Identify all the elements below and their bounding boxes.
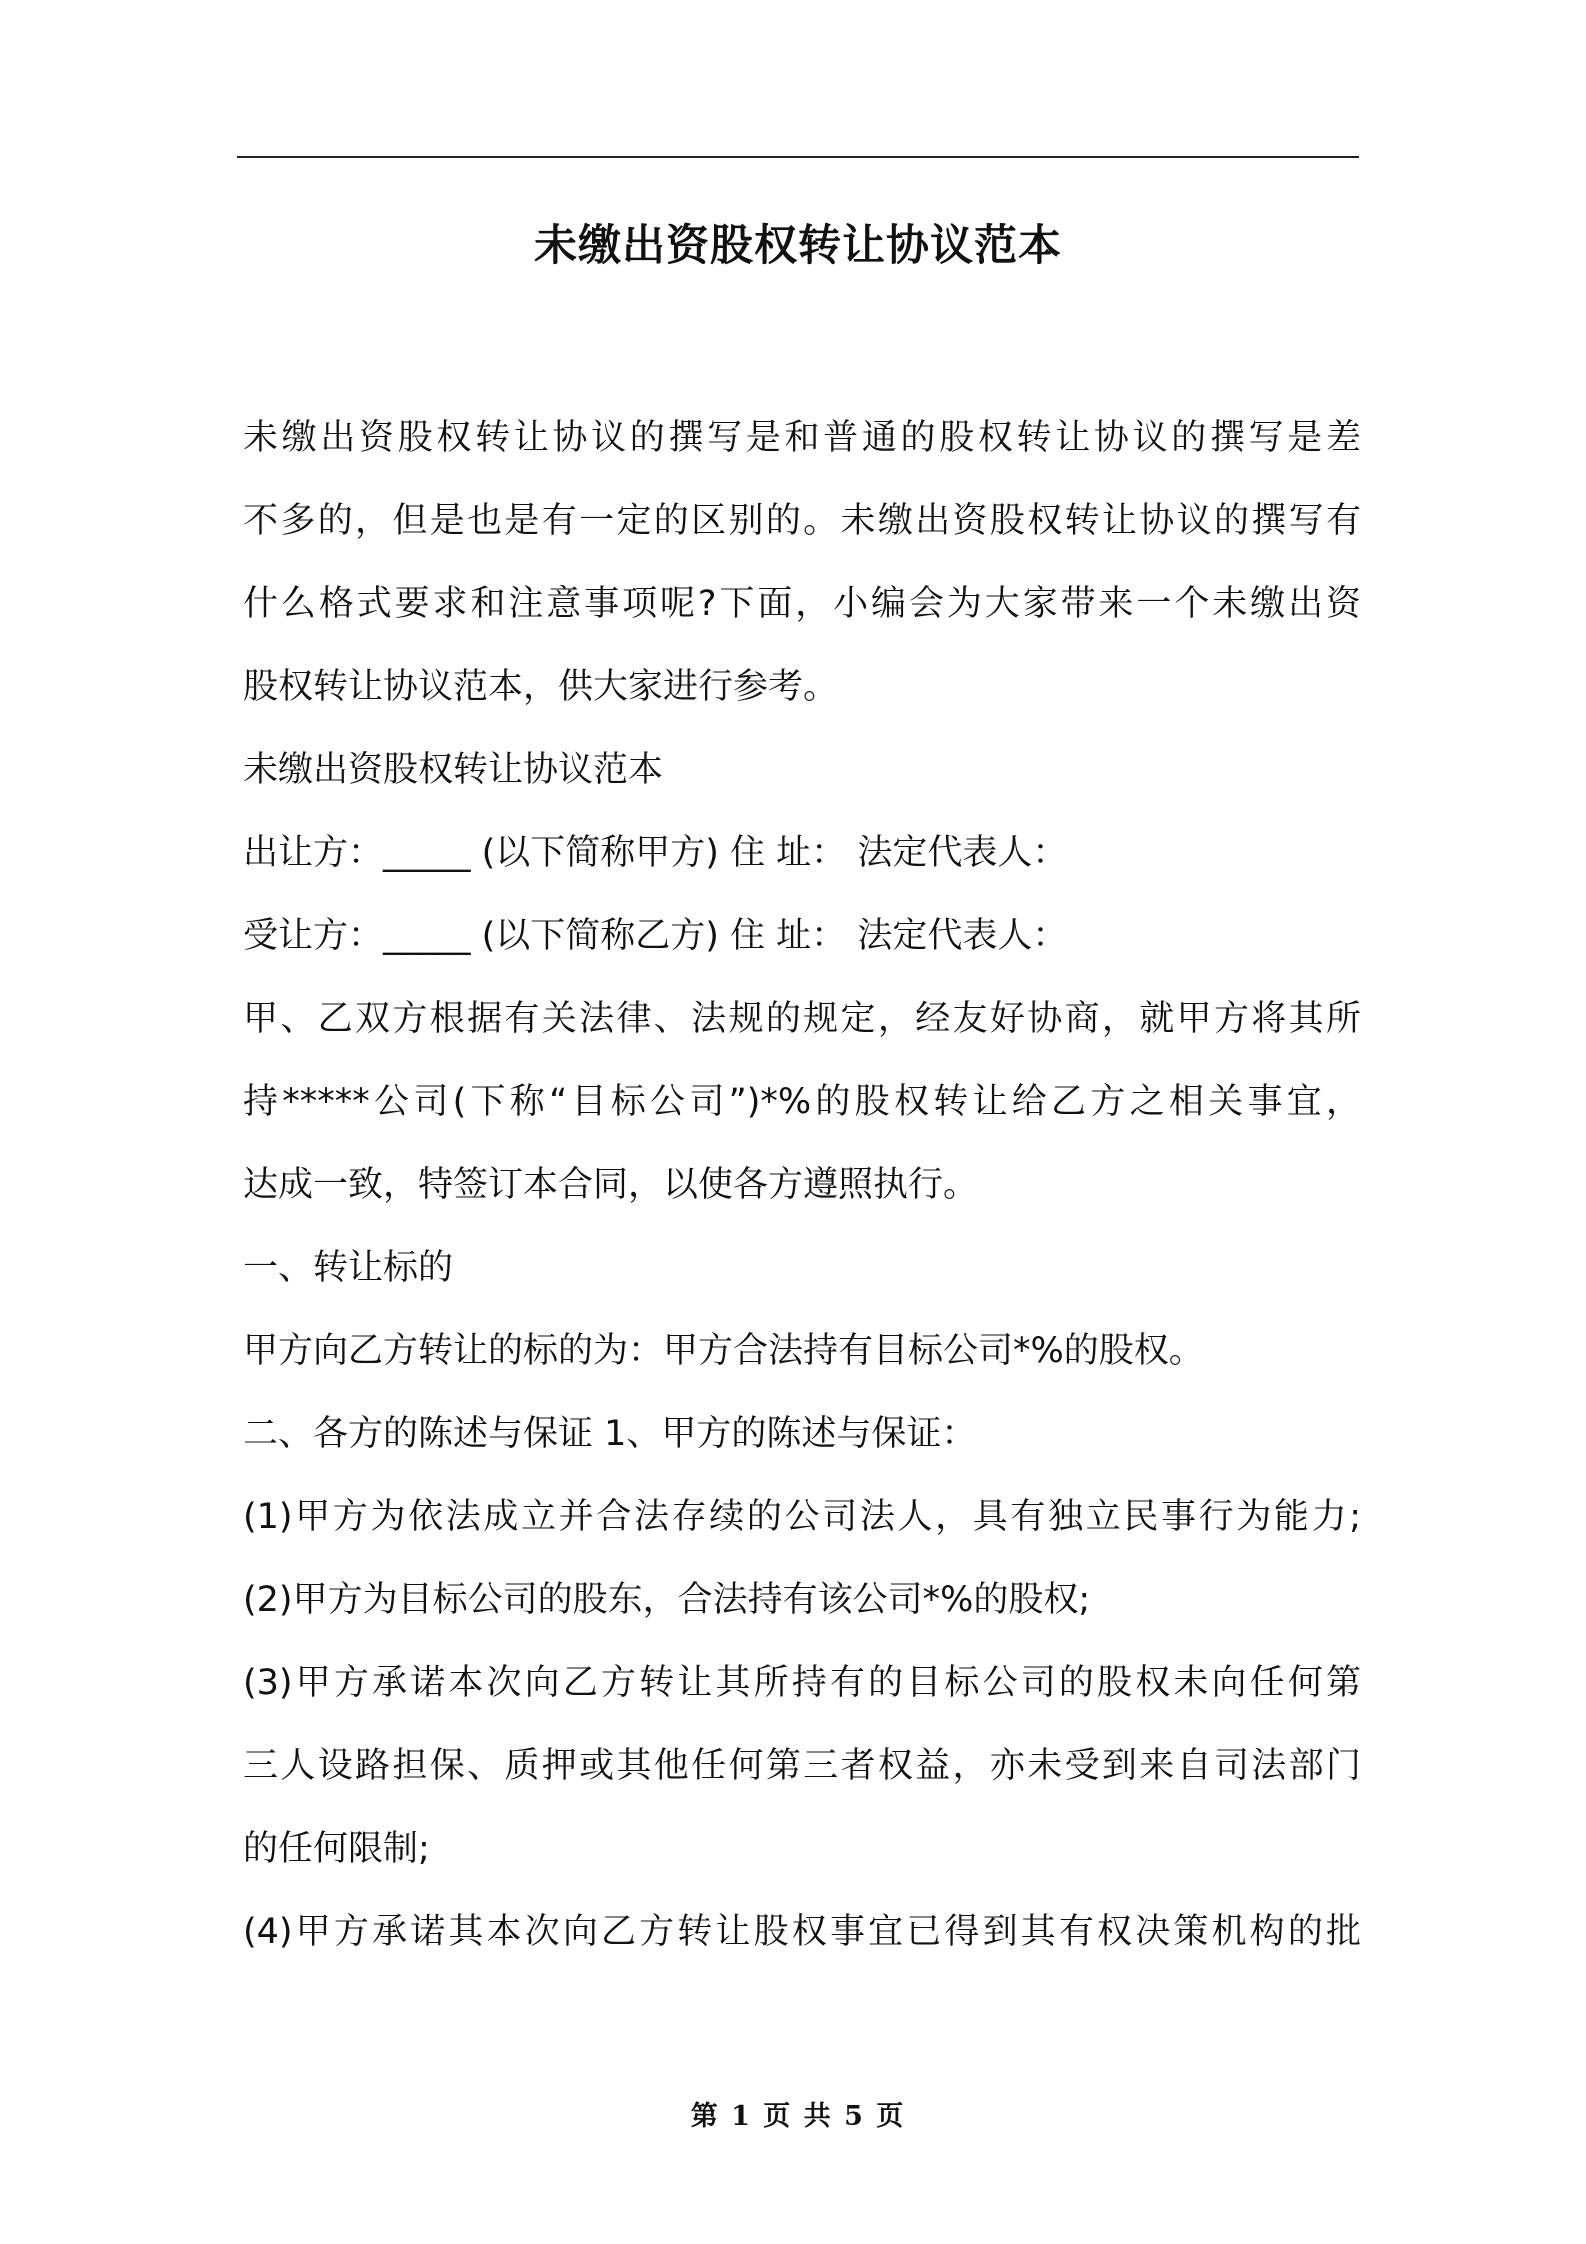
body-line: 不多的，但是也是有一定的区别的。未缴出资股权转让协议的撰写有 (243, 501, 1361, 541)
body-line: 股权转让协议范本，供大家进行参考。 (243, 667, 839, 707)
page-number: 第 1 页 共 5 页 (690, 2101, 906, 2132)
body-line: 受让方：_____ (以下简称乙方) 住 址： 法定代表人： (243, 916, 1068, 956)
body-line: 的任何限制; (243, 1829, 430, 1869)
body-line: 甲方向乙方转让的标的为：甲方合法持有目标公司*%的股权。 (243, 1331, 1204, 1371)
body-line: 什么格式要求和注意事项呢?下面，小编会为大家带来一个未缴出资 (243, 584, 1361, 624)
body-line: 出让方：_____ (以下简称甲方) 住 址： 法定代表人： (243, 833, 1068, 873)
body-line: (4)甲方承诺其本次向乙方转让股权事宜已得到其有权决策机构的批 (243, 1912, 1361, 1952)
body-line: 三人设路担保、质押或其他任何第三者权益，亦未受到来自司法部门 (243, 1746, 1361, 1786)
body-line: (1)甲方为依法成立并合法存续的公司法人，具有独立民事行为能力; (243, 1497, 1361, 1537)
document-body (243, 397, 1361, 1974)
body-line: 一、转让标的 (243, 1248, 454, 1288)
body-line: (2)甲方为目标公司的股东，合法持有该公司*%的股权; (243, 1580, 1091, 1620)
body-line: 持*****公司(下称“目标公司”)*%的股权转让给乙方之相关事宜， (243, 1082, 1361, 1122)
document-title: 未缴出资股权转让协议范本 (534, 221, 1062, 271)
body-line: (3)甲方承诺本次向乙方转让其所持有的目标公司的股权未向任何第 (243, 1663, 1361, 1703)
body-line: 甲、乙双方根据有关法律、法规的规定，经友好协商，就甲方将其所 (243, 999, 1361, 1039)
header-rule (237, 156, 1359, 158)
body-line: 二、各方的陈述与保证 1、甲方的陈述与保证： (243, 1414, 977, 1454)
body-line: 达成一致，特签订本合同，以使各方遵照执行。 (243, 1165, 979, 1205)
body-line: 未缴出资股权转让协议范本 (243, 750, 664, 790)
body-line: 未缴出资股权转让协议的撰写是和普通的股权转让协议的撰写是差 (243, 418, 1361, 458)
